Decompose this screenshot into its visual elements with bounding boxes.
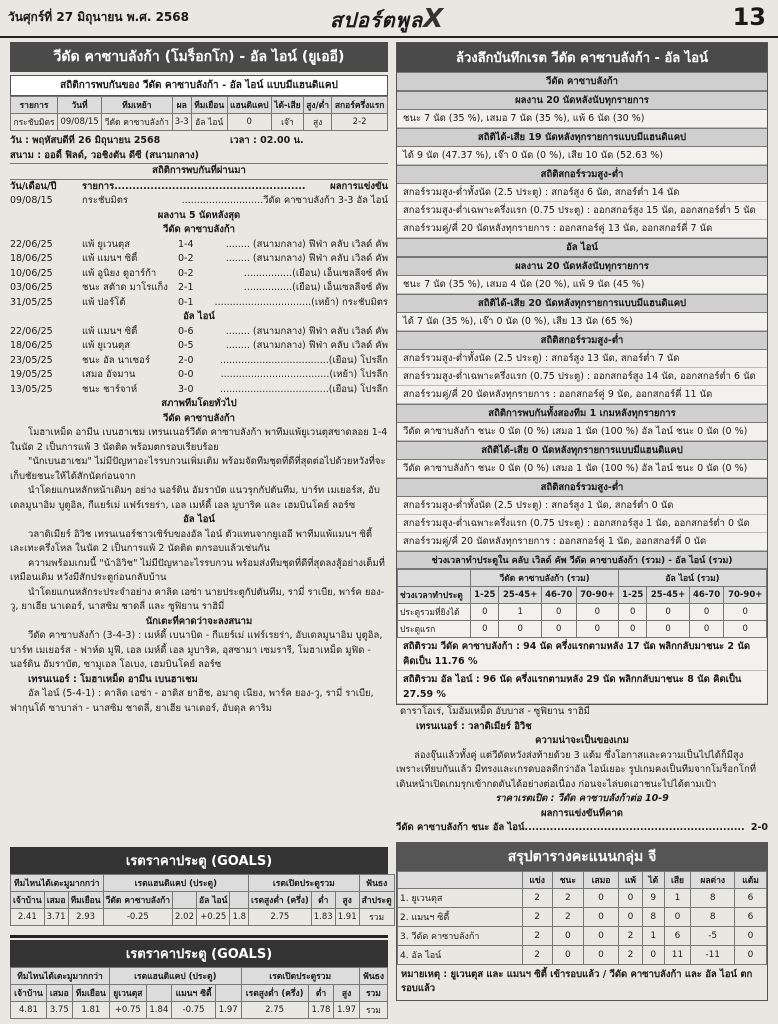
standings-cell: 0: [664, 907, 691, 926]
standings-cell: 0: [642, 945, 664, 964]
match-s: 0-0: [178, 369, 194, 380]
odds-value: 1.83: [311, 909, 335, 926]
odds-header: ต่ำ: [311, 892, 335, 909]
standings-cell: 0: [583, 926, 618, 945]
match-row: [10, 368, 388, 383]
odds-value: รวม: [359, 1002, 387, 1019]
odds-group: ฟันธง: [359, 968, 387, 985]
time-cell: 0: [541, 621, 576, 638]
odds-table-1: [10, 874, 395, 926]
h2h-header: ทีมเหย้า: [102, 97, 173, 114]
past-title: สถิติการพบกันที่ผ่านมา: [10, 163, 388, 180]
predict-row: วีดัด คาซาบลังก้า ชนะ อัล ไอน์............................................................. 2-0: [396, 822, 768, 833]
match-s: 1-4: [178, 238, 194, 250]
h2h-header: วันที่: [58, 97, 102, 114]
match-s: 0-6: [178, 325, 194, 337]
match-v: ....................................(เยือน) โปรลีก: [220, 383, 388, 395]
time-cell: 1: [499, 604, 541, 621]
team2-matches: [10, 325, 388, 398]
odds-value: 1.78: [308, 1002, 334, 1019]
time-cell: 0: [576, 604, 618, 621]
match-s: 0-1: [178, 296, 194, 308]
standings-cell: 3. วีดัด คาซาบลังก้า: [398, 926, 523, 945]
standings-cell: 0: [619, 888, 643, 907]
h2h-cell: อัล ไอน์: [191, 114, 227, 131]
h2h-cell: เจ๊า: [271, 114, 303, 131]
time-cell: 0: [471, 604, 499, 621]
standings-cell: 2: [619, 945, 643, 964]
time-cell: 46-70: [689, 587, 724, 604]
odds-value: 2.75: [248, 909, 311, 926]
h2h-cell: วีดัด คาซาบลังก้า: [102, 114, 173, 131]
match-s: 0-2: [178, 267, 194, 279]
past-row: 09/08/15 กระชับมิตร ...........................วีดัด คาซาบลังก้า 3-3 อัล ไอน์: [10, 195, 388, 206]
stats-box: [396, 42, 768, 705]
publication-logo: สปอร์ตพูลX: [330, 4, 445, 34]
odds-value: 1.81: [72, 1002, 109, 1019]
odds-panel-2: [10, 935, 388, 1019]
stats-line: สกอร์รวมคู่/คี่ 20 นัดหลังทุกรายการ : ออกสกอร์คู่ 1 นัด, ออกสกอร์คี่ 0 นัด: [397, 533, 767, 551]
time-cell: 0: [647, 604, 689, 621]
odds-value: 2.93: [68, 909, 103, 926]
h2h-cell: สูง: [303, 114, 331, 131]
match-d: 19/05/25: [10, 369, 53, 380]
match-row: [10, 354, 388, 369]
standings-cell: 2: [619, 926, 643, 945]
match-row: [10, 252, 388, 267]
odds-value: 2.75: [241, 1002, 308, 1019]
odds-header: เสมอ: [44, 892, 68, 909]
stats-line: สกอร์รวมสูง-ต่ำเฉพาะครึ่งแรก (0.75 ประตู) : ออกสกอร์สูง 15 นัด, ออกสกอร์ต่ำ 5 นัด: [397, 202, 767, 220]
odds-header: [215, 985, 241, 1002]
stats-line: ได้ 9 นัด (47.37 %), เจ๊า 0 นัด (0 %), เสีย 10 นัด (52.63 %): [397, 147, 767, 165]
match-v: ........ (สนามกลาง) ฟีฟ่า คลับ เวิลด์ คัพ: [225, 325, 388, 337]
time-cell: 0: [619, 604, 647, 621]
standings-cell: 6: [664, 926, 691, 945]
time-cell: 46-70: [541, 587, 576, 604]
total-team1: สถิติรวม วีดัด คาซาบลังก้า : 94 นัด ครึ่งแรกตามหลัง 17 นัด พลิกกลับมาชนะ 2 นัด คิดเป็น 11.76 %: [397, 638, 767, 671]
stats-line: สกอร์รวมสูง-ต่ำทั้งนัด (2.5 ประตู) : สกอร์สูง 1 นัด, สกอร์ต่ำ 0 นัด: [397, 497, 767, 515]
standings-cell: 2: [552, 888, 583, 907]
past-header: วัน/เดือน/ปี รายการ..................................................... ผลการแข่งขัน: [10, 180, 388, 192]
odds-panel-1: [10, 847, 392, 926]
standings-cell: -5: [691, 926, 735, 945]
standings-box: [396, 842, 768, 1001]
odds-value: +0.25: [196, 909, 229, 926]
match-r: แพ้ แมนฯ ซิตี้: [82, 325, 138, 337]
trainer-team1: เทรนเนอร์ : โมฮาเหม็ด อามีน เบนฮาเชม: [28, 673, 198, 685]
stats-line: สกอร์รวมสูง-ต่ำเฉพาะครึ่งแรก (0.75 ประตู) : ออกสกอร์สูง 1 นัด, ออกสกอร์ต่ำ 0 นัด: [397, 515, 767, 533]
standings-cell: 4. อัล ไอน์: [398, 945, 523, 964]
interest-text: ล่องจุ๊นแล้วทั้งคู่ แต่วีดัดหวังส่งท้ายด้วย 3 แต้ม ซึ่งโอกาสและความเป็นไปได้ก็มีสูง เพราะเทียบกันแล้ว มีทรงและเกรดบอลดีกว่าอัล ไอน์เยอะ รูปเกมคงเป็นทีมจากโมร็อกโกที่เดินหน้าเปิดเกมรุกเข้ากดดันได้อย่างต่อเนื่อง ก่อนจะไล่บดเอาชนะไปได้ตามเป้า: [396, 749, 756, 790]
standings-header: ได้: [642, 871, 664, 888]
odds-header: [230, 892, 249, 909]
stats-line: ชนะ 7 นัด (35 %), เสมอ 7 นัด (35 %), แพ้ 6 นัด (30 %): [397, 110, 767, 128]
stats-section-title: สถิติสกอร์รวมสูง-ต่ำ: [397, 331, 767, 350]
match-r: ชนะ ชาร์จาห์: [82, 383, 138, 395]
h2h-header: สกอร์ครึ่งแรก: [332, 97, 388, 114]
odds-header: ทีมเยือน: [68, 892, 103, 909]
page-header: [0, 0, 778, 38]
team1-name: วีดัด คาซาบลังก้า: [162, 224, 236, 235]
last5-title: ผลงาน 5 นัดหลังสุด: [157, 209, 241, 221]
odds-header: [146, 985, 172, 1002]
h2h-cell: 0: [227, 114, 271, 131]
time-cell: 0: [619, 621, 647, 638]
odds-header: ทีมเยือน: [72, 985, 109, 1002]
match-d: 03/06/25: [10, 282, 53, 293]
team2-paragraphs: [10, 528, 388, 615]
time-cell: 25-45+: [647, 587, 689, 604]
general-title: สภาพทีมโดยทั่วไป: [161, 398, 237, 409]
standings-header: ผลต่าง: [691, 871, 735, 888]
time-team2: อัล ไอน์ (รวม): [619, 570, 767, 587]
match-s: 2-0: [178, 354, 194, 366]
standings-cell: 0: [552, 926, 583, 945]
time-cell: 70-90+: [576, 587, 618, 604]
odds-group: ทีมไหนได้เตะมูมากกว่า: [11, 875, 104, 892]
interest-title: ความน่าจะเป็นของเกม: [535, 735, 629, 746]
standings-cell: 0: [583, 945, 618, 964]
team2-name: อัล ไอน์: [183, 311, 215, 322]
odds-header: แมนฯ ซิตี้: [172, 985, 216, 1002]
standings-note: หมายเหตุ : ยูเวนตุส และ แมนฯ ซิตี้ เข้ารอบแล้ว / วีดัด คาซาบลังก้า และ อัล ไอน์ ตกรอบแล้ว: [401, 968, 753, 994]
total-team2: สถิติรวม อัล ไอน์ : 96 นัด ครึ่งแรกตามหลัง 29 นัด พลิกกลับมาชนะ 8 นัด คิดเป็น 27.59 %: [397, 671, 767, 704]
odds-header: เจ้าบ้าน: [11, 892, 45, 909]
standings-cell: 0: [735, 945, 767, 964]
match-v: ........ (สนามกลาง) ฟีฟ่า คลับ เวิลด์ คัพ: [225, 253, 388, 264]
h2h-header: ผล: [172, 97, 191, 114]
odds-header: รวม: [359, 985, 387, 1002]
standings-cell: 2: [552, 907, 583, 926]
h2h-title: สถิติการพบกันของ วีดัด คาซาบลังก้า - อัล ไอน์ แบบมีแฮนดิแคป: [10, 75, 388, 96]
match-d: 23/05/25: [10, 354, 53, 366]
standings-cell: 1: [664, 888, 691, 907]
team1-matches: [10, 238, 388, 311]
time-cell: 1-25: [619, 587, 647, 604]
stats-section-title: ผลงาน 20 นัดหลังนับทุกรายการ: [397, 91, 767, 110]
time-cell: ช่วงเวลาทำประตู: [398, 587, 471, 604]
odds-value: 4.81: [11, 1002, 47, 1019]
time-team1: วีดัด คาซาบลังก้า (รวม): [471, 570, 619, 587]
standings-header: แต้ม: [735, 871, 767, 888]
odds-value: 3.75: [46, 1002, 72, 1019]
odds-header: สูง: [335, 892, 359, 909]
stats-section-title: ผลงาน 20 นัดหลังนับทุกรายการ: [397, 257, 767, 276]
odds-value: 3.71: [44, 909, 68, 926]
match-s: 2-1: [178, 282, 194, 293]
standings-cell: 2: [522, 907, 552, 926]
stats-line: สกอร์รวมสูง-ต่ำเฉพาะครึ่งแรก (0.75 ประตู) : ออกสกอร์สูง 14 นัด, ออกสกอร์ต่ำ 6 นัด: [397, 368, 767, 386]
standings-cell: 1: [642, 926, 664, 945]
match-row: [10, 238, 388, 253]
trainer-team2: เทรนเนอร์ : วลาดิเมียร์ อิวิช: [416, 720, 532, 732]
time-cell: 0: [647, 621, 689, 638]
match-r: แพ้ แมนฯ ซิตี้: [82, 253, 138, 264]
odds-header: สำประตู: [359, 892, 394, 909]
stats-section-title: วีดัด คาซาบลังก้า: [397, 72, 767, 91]
team-paragraph: ความพร้อมเกมนี้ "น้าอิวิช" ไม่มีปัญหาอะไรรบกวน พร้อมส่งทีมชุดที่ดีที่สุดลงสู้อย่างเต็มที่เหมือนเดิม หวังมีสักประตูก่อนกลับบ้าน: [10, 557, 385, 583]
odds-header: ต่ำ: [308, 985, 334, 1002]
odds-header: เรตสูงต่ำ (ครึ่ง): [241, 985, 308, 1002]
match-v: ................(เยือน) เอ็นเซลลีจซ์ คัพ: [243, 282, 388, 293]
match-row: [10, 267, 388, 282]
match-v: ....................................(เหย้า) โปรลีก: [220, 369, 388, 380]
odds-value: 1.97: [334, 1002, 360, 1019]
standings-cell: 6: [735, 907, 767, 926]
stats-title: ล้วงลึกบันทึกเรต วีดัด คาซาบลังก้า - อัล ไอน์: [397, 43, 767, 72]
time-cell: 0: [724, 604, 767, 621]
standings-cell: 9: [642, 888, 664, 907]
odds-value: 2.02: [173, 909, 197, 926]
time-cell: 0: [541, 604, 576, 621]
time-cell: 0: [471, 621, 499, 638]
h2h-cell: 09/08/15: [58, 114, 102, 131]
stats-line: วีดัด คาซาบลังก้า ชนะ 0 นัด (0 %) เสมอ 1 นัด (100 %) อัล ไอน์ ชนะ 0 นัด (0 %): [397, 460, 767, 478]
lineup-title: นักเตะที่คาดว่าจะลงสนาม: [145, 615, 253, 627]
right-column: [396, 42, 768, 1001]
match-d: 31/05/25: [10, 296, 53, 308]
odds-value: -0.75: [172, 1002, 216, 1019]
odds-header: [173, 892, 197, 909]
standings-header: แข่ง: [522, 871, 552, 888]
odds-value: 1.8: [230, 909, 249, 926]
match-d: 22/06/25: [10, 238, 53, 250]
match-row: [10, 339, 388, 354]
team-paragraph: "นักเบนฮาเชม" ไม่มีปัญหาอะไรรบกวนเพิ่มเติม พร้อมจัดทีมชุดที่ดีที่สุดต่อไปด้วยหวังที่จะเก็บชัยชนะให้ได้สักนัดก่อนจาก: [10, 456, 386, 482]
standings-cell: 0: [619, 907, 643, 926]
odds-title-1: เรตราคาประตู (GOALS): [10, 847, 388, 874]
team-paragraph: นำโดยแกนหลักหน้าเดิมๆ อย่าง นอร์ดิน อัมราบัต แนวรุกกัปตันทีม, บาร์ท เมเยอร์ส, อับเดลมูนาอิม บูตูอิล, กีแยร์เม่ แฟร์เรยร่า, เอล เมห์ดี้ เอล มูบาริค และ เฮมบินโคย์ ลอร์ซ: [10, 485, 380, 511]
match-d: 10/06/25: [10, 267, 53, 279]
match-d: 18/06/25: [10, 253, 53, 264]
match-s: 0-5: [178, 340, 194, 351]
odds-header: วีดัด คาซาบลังก้า: [103, 892, 172, 909]
standings-cell: 2: [522, 926, 552, 945]
standings-cell: -11: [691, 945, 735, 964]
match-title: วีดัด คาซาบลังก้า (โมร็อกโก) - อัล ไอน์ (ยูเออี): [10, 42, 388, 72]
odds-group: เรตแฮนดิแคป (ประตู): [110, 968, 242, 985]
odds-value: 1.97: [215, 1002, 241, 1019]
standings-table: [397, 871, 767, 965]
standings-title: สรุปตารางคะแนนกลุ่ม จี: [397, 843, 767, 871]
odds-table-2: [10, 967, 388, 1019]
team-paragraph: โมฮาเหม็ด อามีน เบนฮาเชม เทรนเนอร์วีดัด คาซาบลังก้า พาทีมแพ้ยูเวนตุสขาดลอย 1-4 ในนัด 2 เป็นการแพ้ 3 นัดติด พร้อมตกรอบเรียบร้อย: [10, 427, 388, 453]
time-cell: 0: [724, 621, 767, 638]
match-v: ........ (สนามกลาง) ฟีฟ่า คลับ เวิลด์ คัพ: [225, 340, 388, 351]
h2h-cell: กระชับมิตร: [11, 114, 58, 131]
predict-title: ผลการแข่งขันที่คาด: [541, 807, 623, 819]
stats-line: ชนะ 7 นัด (35 %), เสมอ 4 นัด (20 %), แพ้ 9 นัด (45 %): [397, 276, 767, 294]
team-paragraph: นำโดยแกนหลักระประจำอย่าง คาลิด เอซ่า นายประตูกัปตันทีม, รามี่ ราเบีย, พาร์ค ยอง-วู, ยาเฮีย นาเดอร์, นาสซิม ชาดลี่ และ ซูฟิยาน ราฮิมี่: [10, 586, 385, 612]
stats-section-title: สถิติสกอร์รวมสูง-ต่ำ: [397, 165, 767, 184]
odds-header: เรตสูงต่ำ (ครึ่ง): [248, 892, 311, 909]
match-d: 22/06/25: [10, 325, 53, 337]
standings-cell: 1. ยูเวนตุส: [398, 888, 523, 907]
standings-cell: 0: [583, 888, 618, 907]
time-cell: 1-25: [471, 587, 499, 604]
stats-section-title: สถิติสกอร์รวมสูง-ต่ำ: [397, 478, 767, 497]
stats-section-title: สถิติการพบกันทั้งสองทีม 1 เกมหลังทุกรายการ: [397, 404, 767, 423]
team1-paragraphs: [10, 426, 388, 513]
time-cell: 70-90+: [724, 587, 767, 604]
venue: สนาม : ออดี้ ฟิลด์, วอชิงตัน ดีซี (สนามกลาง): [10, 149, 199, 161]
stats-section-title: สถิติได้-เสีย 19 นัดหลังทุกรายการแบบมีแฮนดิแคป: [397, 128, 767, 147]
match-r: เสมอ อัจมาน: [82, 369, 136, 380]
match-v: ................(เยือน) เอ็นเซลลีจซ์ คัพ: [243, 267, 388, 279]
time-cell: 25-45+: [499, 587, 541, 604]
time-cell: 0: [576, 621, 618, 638]
standings-cell: 0: [552, 945, 583, 964]
h2h-cell: 3-3: [172, 114, 191, 131]
standings-cell: 8: [642, 907, 664, 926]
standings-cell: 8: [691, 907, 735, 926]
standings-cell: 6: [735, 888, 767, 907]
odds-value: 1.84: [146, 1002, 172, 1019]
standings-header: แพ้: [619, 871, 643, 888]
odds-group: เรตแฮนดิแคป (ประตู): [103, 875, 248, 892]
odds-header: สูง: [334, 985, 360, 1002]
standings-cell: 0: [735, 926, 767, 945]
stats-line: ได้ 7 นัด (35 %), เจ๊า 0 นัด (0 %), เสีย 13 นัด (65 %): [397, 313, 767, 331]
odds-value: 2.41: [11, 909, 45, 926]
team1-general-name: วีดัด คาซาบลังก้า: [162, 412, 236, 424]
standings-cell: 2: [522, 888, 552, 907]
standings-header: [398, 871, 523, 888]
h2h-table: [10, 96, 388, 131]
match-d: 18/06/25: [10, 340, 53, 351]
match-r: แพ้ ยูเวนตุส: [82, 340, 131, 351]
match-time: เวลา : 02.00 น.: [230, 135, 304, 146]
standings-cell: 11: [664, 945, 691, 964]
time-cell: ประตูรวมที่ยิงได้: [398, 604, 471, 621]
odds-value: +0.75: [110, 1002, 147, 1019]
standings-cell: 2. แมนฯ ซิตี้: [398, 907, 523, 926]
match-v: ................................(เหย้า) กระชับมิตร: [214, 296, 388, 308]
rate-open: ราคาเรตเปิด : วีดัด คาซาบลังก้าต่อ 10-9: [495, 793, 669, 804]
stats-line: วีดัด คาซาบลังก้า ชนะ 0 นัด (0 %) เสมอ 1 นัด (100 %) อัล ไอน์ ชนะ 0 นัด (0 %): [397, 423, 767, 441]
match-row: [10, 281, 388, 296]
time-cell: 0: [689, 604, 724, 621]
odds-group: เรตเปิดประตูรวม: [241, 968, 359, 985]
stats-line: สกอร์รวมคู่/คี่ 20 นัดหลังทุกรายการ : ออกสกอร์คู่ 9 นัด, ออกสกอร์คี่ 11 นัด: [397, 386, 767, 404]
time-cell: ประตูแรก: [398, 621, 471, 638]
issue-date: วันศุกร์ที่ 27 มิถุนายน พ.ศ. 2568: [8, 10, 189, 24]
team2-general-name: อัล ไอน์: [183, 514, 215, 525]
match-v: ....................................(เยือน) โปรลีก: [220, 354, 388, 366]
time-cell: 0: [499, 621, 541, 638]
stats-line: สกอร์รวมคู่/คี่ 20 นัดหลังทุกรายการ : ออกสกอร์คู่ 13 นัด, ออกสกอร์คี่ 7 นัด: [397, 220, 767, 238]
standings-header: เสมอ: [583, 871, 618, 888]
odds-value: รวม: [359, 909, 394, 926]
standings-cell: 2: [522, 945, 552, 964]
match-s: 0-2: [178, 253, 194, 264]
match-r: แพ้ อูนิยง ตูอาร์ก้า: [82, 267, 157, 279]
stats-blocks: [397, 72, 767, 551]
odds-group: ทีมไหนได้เตะมูมากกว่า: [11, 968, 110, 985]
stats-line: สกอร์รวมสูง-ต่ำทั้งนัด (2.5 ประตู) : สกอร์สูง 6 นัด, สกอร์ต่ำ 14 นัด: [397, 184, 767, 202]
match-r: ชนะ อัล นาเซอร์: [82, 354, 150, 366]
match-v: ........ (สนามกลาง) ฟีฟ่า คลับ เวิลด์ คัพ: [225, 238, 388, 250]
goal-time-table: [397, 569, 767, 638]
standings-header: ชนะ: [552, 871, 583, 888]
standings-cell: 8: [691, 888, 735, 907]
match-row: [10, 296, 388, 311]
h2h-header: ทีมเยือน: [191, 97, 227, 114]
odds-group: ฟันธง: [359, 875, 394, 892]
h2h-header: แฮนดิแคป: [227, 97, 271, 114]
match-row: [10, 383, 388, 398]
left-column: [10, 42, 388, 716]
h2h-header: ได้-เสีย: [271, 97, 303, 114]
stats-section-title: สถิติได้-เสีย 20 นัดหลังทุกรายการแบบมีแฮนดิแคป: [397, 294, 767, 313]
odds-group: เรตเปิดประตูรวม: [248, 875, 359, 892]
h2h-header: สูง/ต่ำ: [303, 97, 331, 114]
odds-header: เสมอ: [46, 985, 72, 1002]
standings-cell: 0: [583, 907, 618, 926]
match-row: [10, 325, 388, 340]
odds-header: อัล ไอน์: [196, 892, 229, 909]
match-s: 3-0: [178, 383, 194, 395]
match-r: แพ้ ปอร์โต้: [82, 296, 126, 308]
stats-section-title: อัล ไอน์: [397, 238, 767, 257]
h2h-cell: 2-2: [332, 114, 388, 131]
page-number: 13: [732, 3, 766, 31]
h2h-header: รายการ: [11, 97, 58, 114]
stats-line: สกอร์รวมสูง-ต่ำทั้งนัด (2.5 ประตู) : สกอร์สูง 13 นัด, สกอร์ต่ำ 7 นัด: [397, 350, 767, 368]
standings-header: เสีย: [664, 871, 691, 888]
stats-section-title: สถิติได้-เสีย 0 นัดหลังทุกรายการแบบมีแฮนดิแคป: [397, 441, 767, 460]
time-title: ช่วงเวลาทำประตูใน คลับ เวิลด์ คัพ วีดัด คาซาบลังก้า (รวม) - อัล ไอน์ (รวม): [397, 551, 767, 569]
lineup-team1: วีดัด คาซาบลังก้า (3-4-3) : เมห์ดี้ เบนาบิด - กีแยร์เม่ แฟร์เรยร่า, อับเดลมูนาอิม บูตูอิล, บาร์ท เมเยอร์ส - ฟาห์ด มูฟี, เอล เมห์ดี้ เอล มูบาริค, อุสซามา เซมรารี, โมฮาเหม็ด มูฟิด - นอร์ดิน อัมราบัต, ซามูเอล โอเบง, เฮมบินโคย์ ลอร์ซ: [10, 630, 383, 670]
match-r: ชนะ สตัาด มาโรแก็ง: [82, 282, 168, 293]
time-cell: 0: [689, 621, 724, 638]
team-paragraph: วลาดิเมียร์ อิวิช เทรนเนอร์ชาวเซิร์บของอัล ไอน์ ตัวแทนจากยูเออี พาทีมแพ้แมนฯ ซิตี้เละเทะครึ่งโหล ในนัด 2 เป็นการแพ้ 2 นัดติด ตกรอบแล้วเช่นกัน: [10, 528, 372, 554]
odds-header: ยูเวนตุส: [110, 985, 147, 1002]
odds-value: 1.91: [335, 909, 359, 926]
odds-title-2: เรตราคาประตู (GOALS): [10, 940, 388, 967]
lineup2-cont: ดาราโอเร่, โมอัมเหม็ด อับบาส - ซูฟิยาน ราฮิมี่: [400, 706, 590, 717]
match-day: วัน : พฤหัสบดีที่ 26 มิถุนายน 2568: [10, 135, 161, 146]
odds-header: เจ้าบ้าน: [11, 985, 47, 1002]
odds-value: -0.25: [103, 909, 172, 926]
match-r: แพ้ ยูเวนตุส: [82, 238, 131, 250]
match-d: 13/05/25: [10, 383, 53, 395]
lineup-team2: อัล ไอน์ (5-4-1) : คาลิด เอซ่า - อาดิส ยาฮิช, อมาดู เนียง, พาร์ค ยอง-วู, รามี่ ราเบีย, ฟากุนโด้ ซาบาล่า - นาสซิม ชาดลี่, ยาเฮีย นาเดอร์, อับดุล คาริม: [10, 688, 374, 714]
